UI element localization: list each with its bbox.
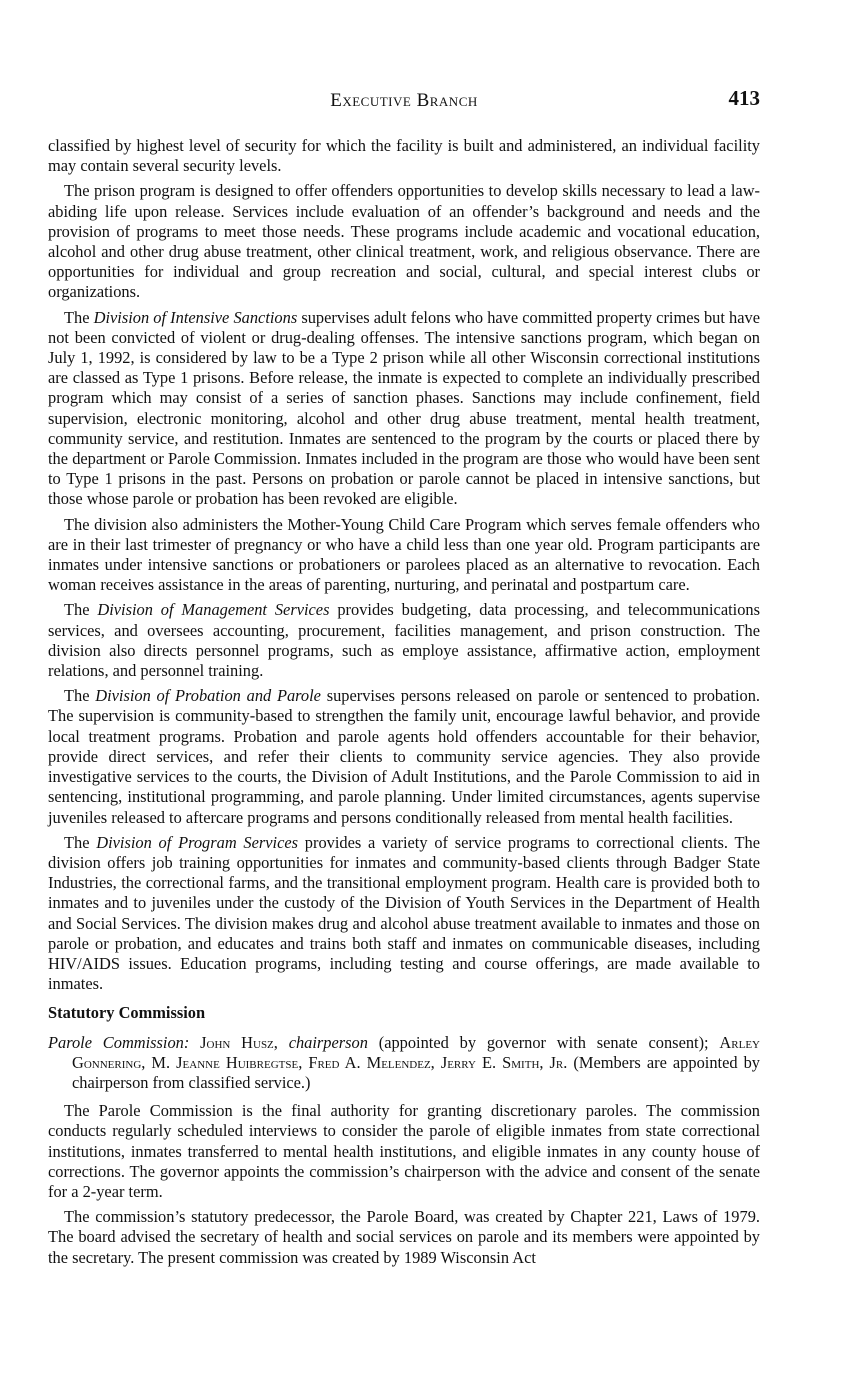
members-note: (Members are appointed by chairperson from classified service.) — [72, 1052, 760, 1092]
chair-note: (appointed by governor with senate consent); — [367, 1032, 720, 1052]
chair-name: John Husz — [200, 1032, 274, 1052]
paragraph-mother-young: The division also administers the Mother-Young Child Care Program which serves female offenders who are in their last trimester of pregnancy or who have a child less than one year old. Program participants are inmates under intensive sanctions or probationers or parolees placed as an alternative to revocation. Each woman receives assistance in the areas of parenting, nurturing, and perinatal and postpartum care. — [48, 514, 760, 595]
paragraph-rest: supervises persons released on parole or sentenced to probation. The supervision is community-based to strengthen the family unit, encourage lawful behavior, and provide local treatment programs. Probation and parole agents hold offenders accountable for their behavior, provide direct services, and refer their clients to community service agencies. They also provide investigative services to the courts, the Division of Adult Institutions, and the Parole Commission to aid in sentencing, institutional programming, and parole planning. Under limited circumstances, agents supervise juveniles released to aftercare programs and persons conditionally released from mental health facilities. — [48, 686, 760, 827]
paragraph-parole-commission: The Parole Commission is the final authority for granting discretionary paroles. The commission conducts regularly scheduled interviews to consider the parole of eligible inmates from state correctional institutions, inmates transferred to mental health institutions, and eligible inmates in any county house of corrections. The governor appoints the commission’s chairperson with the advice and consent of the senate for a 2-year term. — [48, 1101, 760, 1201]
division-name: Division of Intensive Sanctions — [93, 307, 298, 327]
paragraph-rest: supervises adult felons who have committed property crimes but have not been convicted of violent or drug-dealing offenses. The intensive sanctions program, which began on July 1, 1992, is considered by law to be a Type 2 prison while all other Wisconsin correctional institutions are classed as Type 1 prisons. Before release, the inmate is expected to complete an individually prescribed program which may consist of a series of sanction phases. Sanctions may include confinement, field supervision, electronic monitoring, alcohol and other drug abuse treatment, mental health treatment, community service, and restitution. Inmates are sentenced to the program by the courts or placed there by the department or Parole Commission. Inmates included in the program are those who would have been sent to Type 1 prisons in the past. Persons on probation or parole cannot be placed in intensive sanctions, but those whose parole or probation has been revoked are eligible. — [48, 307, 761, 509]
section-heading: Statutory Commission — [48, 1003, 206, 1023]
paragraph-management-services — [48, 600, 760, 681]
body-text — [48, 136, 760, 1268]
commission-entry — [48, 1033, 760, 1094]
paragraph-rest: provides budgeting, data processing, and telecommunications services, and oversees accounting, procurement, facilities management, and prison construction. The division also directs personnel programs, such as employe assistance, affirmative action, employment relations, and personnel training. — [48, 600, 760, 681]
paragraph-rest: provides a variety of service programs to correctional clients. The division offers job training opportunities for inmates and community-based clients through Badger State Industries, the correctional farms, and the transitional employment program. Health care is provided both to inmates and to juveniles under the custody of the Division of Youth Services in the Department of Health and Social Services. The division makes drug and alcohol abuse treatment available to inmates and those on parole or probation, and educates and trains both staff and inmates on communicable diseases, including HIV/AIDS issues. Education programs, including testing and course offerings, are made available to inmates. — [48, 832, 760, 994]
page-header — [48, 84, 760, 114]
chair-title: chairperson — [288, 1032, 368, 1052]
paragraph-prison-program: The prison program is designed to offer offenders opportunities to develop skills necessary to lead a law-abiding life upon release. Services include evaluation of an offender’s background and needs and the provision of programs to meet those needs. These programs include academic and vocational education, alcohol and other drug abuse treatment, other clinical treatment, work, and religious observance. There are opportunities for individual and group recreation and social, cultural, and special interest clubs or organizations. — [48, 181, 760, 302]
paragraph-lead: The — [64, 600, 98, 620]
document-page — [48, 84, 760, 1273]
paragraph-probation-parole — [48, 686, 760, 827]
paragraph-program-services — [48, 833, 760, 995]
paragraph-history: The commission’s statutory predecessor, the Parole Board, was created by Chapter 221, Laws of 1979. The board advised the secretary of health and social services on parole and its members were appointed by the secretary. The present commission was created by 1989 Wisconsin Act — [48, 1207, 760, 1267]
member-names: Arley Gonnering, M. Jeanne Huibregtse, Fred A. Melendez, Jerry E. Smith, Jr. — [72, 1032, 760, 1072]
commission-label: Parole Commission: — [48, 1032, 190, 1052]
running-head: Executive Branch — [330, 90, 478, 111]
division-name: Division of Program Services — [96, 832, 299, 852]
paragraph-lead: The — [64, 686, 96, 706]
division-name: Division of Probation and Parole — [95, 686, 321, 706]
paragraph-intensive-sanctions — [48, 308, 760, 510]
chair-separator: , — [273, 1032, 289, 1052]
page-number: 413 — [728, 86, 760, 110]
paragraph-lead: The — [64, 307, 94, 327]
paragraph-continued: classified by highest level of security for which the facility is built and administered, an individual facility may contain several security levels. — [48, 136, 760, 176]
division-name: Division of Management Services — [97, 600, 330, 620]
paragraph-lead: The — [64, 832, 97, 852]
